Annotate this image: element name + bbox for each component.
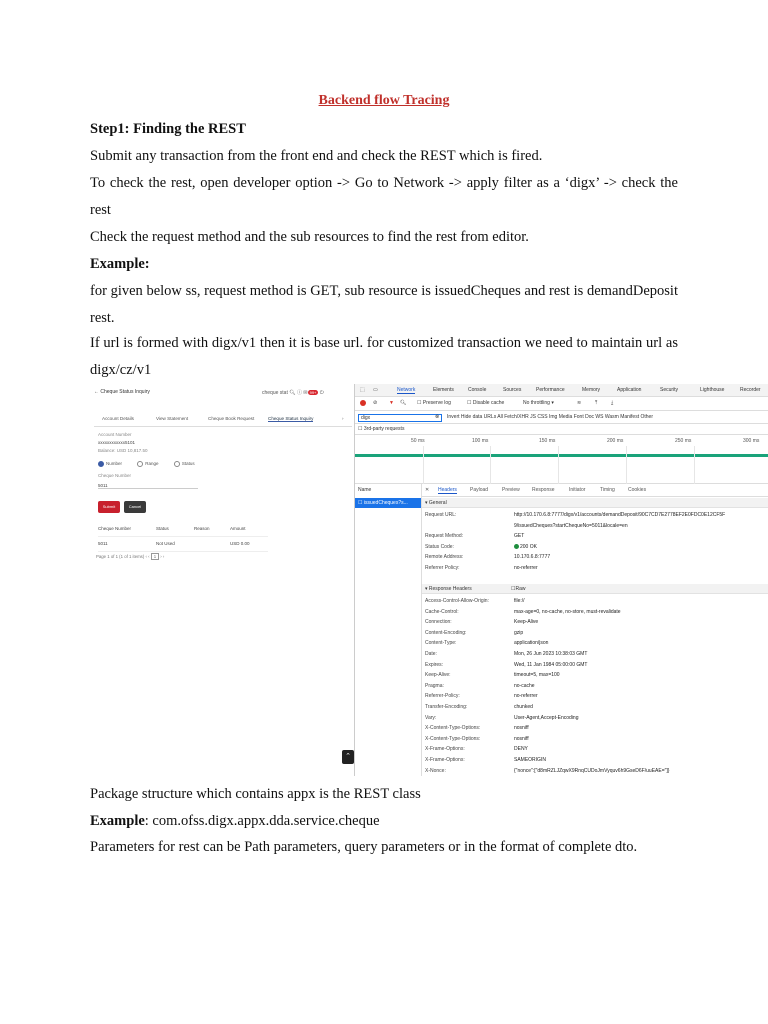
header-value: Keep-Alive — [514, 619, 539, 626]
radio-icon — [137, 461, 143, 467]
header-value: timeout=5, max=100 — [514, 672, 560, 679]
timeline-tick: 200 ms — [607, 438, 624, 444]
step1-heading: Step1: Finding the REST — [90, 121, 246, 137]
header-key: Date: — [425, 651, 437, 657]
paragraph-parameters: Parameters for rest can be Path parameters, query parameters or in the format of complete dto. — [90, 839, 638, 855]
account-number-label: Account Number — [98, 432, 132, 437]
details-tabs — [422, 484, 768, 497]
tab-sources[interactable]: Sources — [503, 387, 522, 393]
response-header-row — [425, 693, 768, 704]
column-header[interactable]: Reason — [194, 526, 210, 531]
notification-badge: 99+ — [309, 390, 317, 395]
table-cell: Not Used — [156, 541, 175, 546]
header-key: Vary: — [425, 714, 437, 721]
header-value: User-Agent,Accept-Encoding — [514, 714, 579, 721]
tab-account-details[interactable]: Account Details — [102, 416, 134, 421]
timeline-gridline — [626, 446, 627, 484]
tab-headers[interactable]: Headers — [438, 487, 457, 493]
radio-status[interactable] — [174, 461, 195, 466]
response-header-row — [425, 630, 768, 641]
header-key: X-Frame-Options: — [425, 746, 465, 753]
tab-lighthouse[interactable]: Lighthouse — [700, 387, 725, 393]
tab-payload[interactable]: Payload — [470, 487, 489, 493]
paragraph-check-rest: To check the rest, open developer option -> Go to Network -> apply filter as a ‘digx’ -> check the rest — [90, 175, 678, 218]
general-row — [425, 533, 768, 544]
radio-number[interactable] — [98, 461, 122, 466]
search-type-radios — [98, 461, 209, 467]
search-icon[interactable]: 🔍︎ — [400, 400, 407, 406]
timeline-tick: 250 ms — [675, 438, 692, 444]
header-key: Pragma: — [425, 682, 444, 689]
timeline-tick: 300 ms — [743, 438, 760, 444]
header-key: X-Content-Type-Options: — [425, 725, 481, 732]
record-icon[interactable] — [360, 400, 366, 406]
example-package-value: : com.ofss.digx.appx.dda.service.cheque — [144, 813, 380, 829]
table-cell: USD 0.00 — [230, 541, 250, 546]
disable-cache-label: Disable cache — [472, 400, 505, 406]
header-value: SAMEORIGIN — [514, 757, 546, 763]
inspect-icon[interactable]: ⬚ — [360, 387, 365, 393]
header-value: chunked — [514, 704, 533, 710]
cancel-button[interactable]: Cancel — [124, 501, 146, 513]
header-key: Keep-Alive: — [425, 672, 451, 679]
radio-number-label: Number — [106, 461, 123, 467]
request-row-selected[interactable]: ☐ issuedCheques?s... — [355, 498, 421, 508]
response-header-row — [425, 746, 768, 757]
response-header-row — [425, 598, 768, 609]
example-label: Example — [90, 813, 145, 829]
status-code-text: 200 OK — [520, 543, 537, 550]
header-key: X-Frame-Options: — [425, 757, 465, 763]
table-header-row — [98, 522, 268, 537]
general-row — [425, 544, 768, 555]
header-value: no-referrer — [514, 693, 538, 700]
header-key: Referrer-Policy: — [425, 693, 460, 700]
name-column-header[interactable]: Name — [358, 487, 372, 493]
header-key: Transfer-Encoding: — [425, 704, 468, 710]
header-value: http://10.170.6.8:7777/digx/v1/accounts/demandDeposit/90C7CD7E2778EF2E0FDC0E12CF5F — [514, 512, 726, 518]
paragraph-package: Package structure which contains appx is the REST class — [90, 786, 421, 802]
header-value: gzip — [514, 629, 524, 636]
timeline-gridline — [694, 446, 695, 484]
raw-label: Raw — [515, 586, 526, 592]
device-icon[interactable]: ▭ — [373, 387, 378, 393]
column-header[interactable]: Cheque Number — [98, 526, 132, 531]
general-row — [425, 565, 768, 576]
header-key: Access-Control-Allow-Origin: — [425, 598, 489, 604]
response-headers-section[interactable]: ▾ Response Headers ☐Raw — [422, 584, 768, 594]
header-value — [514, 544, 537, 550]
tab-performance[interactable]: Performance — [536, 387, 565, 393]
header-value: max-age=0, no-cache, no-store, must-revalidate — [514, 608, 621, 615]
tab-cheque-book-request[interactable]: Cheque Book Request — [208, 416, 255, 421]
third-party-label: 3rd-party requests — [363, 426, 405, 432]
app-back-title[interactable]: ← Cheque Status Inquiry — [94, 389, 150, 395]
third-party-checkbox[interactable]: ☐ 3rd-party requests — [358, 426, 405, 432]
power-icon[interactable]: ⏻ — [319, 390, 324, 396]
cheque-number-input[interactable]: 5011 — [98, 483, 198, 489]
pager-current-page[interactable]: 1 — [151, 553, 159, 560]
header-key: Content-Type: — [425, 640, 457, 647]
cheque-number-label: Cheque Number — [98, 473, 132, 478]
filter-input[interactable]: digx — [358, 414, 442, 422]
header-value: no-referrer — [514, 565, 538, 571]
radio-status-label: Status — [181, 461, 195, 467]
header-key: Content-Encoding: — [425, 629, 467, 636]
throttling-value: No throttling — [523, 400, 550, 406]
filter-options[interactable]: Invert Hide data URLs All Fetch/XHR JS CSS Img Media Font Doc WS Wasm Manifest Other — [447, 414, 653, 420]
submit-button[interactable]: Submit — [98, 501, 120, 513]
header-value: 10.170.6.8:7777 — [514, 554, 551, 561]
app-header-tools — [262, 389, 324, 396]
paragraph-submit: Submit any transaction from the front end and check the REST which is fired. — [90, 148, 543, 164]
response-header-row — [425, 736, 768, 747]
wifi-icon[interactable]: ≋ — [577, 400, 582, 406]
header-key: Connection: — [425, 619, 452, 626]
filter-bar — [355, 411, 768, 424]
tab-security[interactable]: Security — [660, 387, 679, 393]
header-value: nosniff — [514, 725, 529, 732]
timeline-tick: 150 ms — [539, 438, 556, 444]
chevron-right-icon[interactable]: › — [342, 416, 344, 421]
response-header-row — [425, 683, 768, 694]
app-tabs — [94, 414, 352, 427]
radio-icon — [174, 461, 180, 467]
timeline-gridline — [490, 446, 491, 484]
preserve-log-checkbox[interactable]: ☐ Preserve log — [417, 400, 451, 406]
example-heading: Example: — [90, 256, 150, 272]
upload-icon[interactable]: ⤒ — [595, 400, 598, 406]
response-header-row — [425, 768, 768, 776]
request-details — [422, 484, 768, 776]
clear-icon[interactable]: ⊘ — [373, 400, 378, 406]
scroll-top-button[interactable]: ⌃ — [342, 750, 354, 764]
tab-console[interactable]: Console — [468, 387, 487, 393]
header-key: X-Nonce: — [425, 767, 446, 774]
timeline-tick: 50 ms — [411, 438, 425, 444]
header-value: nosniff — [514, 735, 529, 742]
cheque-table — [98, 522, 268, 552]
timeline-tick: 100 ms — [472, 438, 489, 444]
tab-memory[interactable]: Memory — [582, 387, 601, 393]
tab-response[interactable]: Response — [532, 487, 555, 493]
header-value: GET — [514, 533, 525, 540]
response-headers-label: Response Headers — [428, 586, 472, 592]
header-key: X-Content-Type-Options: — [425, 735, 481, 742]
filter-icon[interactable]: ▼ — [389, 400, 394, 406]
header-key: Request URL: — [425, 512, 457, 518]
paragraph-base-url: If url is formed with digx/v1 then it is base url. for customized transaction we need to maintain url as digx/cz/v1 — [90, 335, 678, 378]
header-key: Request Method: — [425, 533, 464, 540]
response-header-row — [425, 704, 768, 715]
embedded-screenshot — [90, 384, 768, 776]
timeline-gridline — [423, 446, 424, 484]
header-key: Remote Address: — [425, 554, 464, 561]
tab-application[interactable]: Application — [617, 387, 642, 393]
header-value: application/json — [514, 640, 549, 647]
tab-timing[interactable]: Timing — [600, 487, 615, 493]
column-header[interactable]: Amount — [230, 526, 246, 531]
pager-text[interactable]: Page 1 of 1 (1 of 1 items) ‹ ‹ — [96, 554, 150, 559]
column-header[interactable]: Status — [156, 526, 169, 531]
radio-selected-icon — [98, 461, 104, 467]
response-header-row — [425, 651, 768, 662]
header-value: 9/issuedCheques?startChequeNo=5011&locale=en — [514, 522, 628, 529]
pager-next[interactable]: › › — [160, 554, 165, 559]
header-value: {"nonce":["d8mRZLJZqwX9RnqCUDoJmVyquv6h9GseD6F/uuEAE="]} — [514, 767, 670, 774]
response-header-row — [425, 640, 768, 651]
header-value: file:// — [514, 598, 525, 604]
app-panel — [90, 384, 352, 776]
throttling-select[interactable]: No throttling ▾ — [523, 400, 554, 406]
paragraph-request-method: Check the request method and the sub resources to find the rest from editor. — [90, 229, 529, 245]
timeline-bar — [355, 454, 768, 457]
header-value: Wed, 11 Jan 1984 05:00:00 GMT — [514, 661, 588, 668]
paragraph-example-package — [90, 808, 678, 835]
download-icon[interactable]: ⤓ — [611, 400, 614, 406]
tab-cheque-status-inquiry[interactable]: Cheque Status Inquiry — [268, 416, 314, 421]
tab-initiator[interactable]: Initiator — [569, 487, 586, 493]
radio-range[interactable] — [137, 461, 158, 466]
devtools-tabbar — [355, 384, 768, 397]
tab-view-statement[interactable]: View Statement — [156, 416, 189, 421]
header-key: Referrer Policy: — [425, 565, 460, 571]
response-header-row — [425, 619, 768, 630]
header-key: Cache-Control: — [425, 608, 459, 615]
search-text[interactable]: cheque stat — [262, 390, 288, 396]
response-header-row — [425, 672, 768, 683]
header-key: Expires: — [425, 661, 444, 668]
header-value: no-cache — [514, 682, 535, 689]
general-row — [425, 512, 768, 523]
table-row[interactable] — [98, 537, 268, 552]
devtools-panel — [354, 384, 768, 776]
tab-recorder[interactable]: Recorder — [740, 387, 761, 393]
raw-checkbox[interactable]: ☐Raw — [511, 586, 526, 592]
request-name: issuedCheques?s... — [363, 500, 408, 506]
general-section[interactable]: ▾ General — [422, 498, 768, 508]
search-icon[interactable]: 🔍︎ — [289, 390, 296, 396]
network-toolbar — [355, 397, 768, 411]
general-label: General — [428, 500, 447, 506]
response-header-row — [425, 609, 768, 620]
close-icon[interactable]: ✕ — [425, 487, 430, 493]
disable-cache-checkbox[interactable]: ☐ Disable cache — [467, 400, 505, 406]
radio-range-label: Range — [145, 461, 159, 467]
tab-cookies[interactable]: Cookies — [628, 487, 647, 493]
account-number-value[interactable]: xxxxxxxxxxxx5101 — [98, 440, 136, 445]
response-header-row — [425, 757, 768, 768]
response-header-row — [425, 725, 768, 736]
header-key: Status Code: — [425, 543, 454, 550]
mail-icon[interactable]: ✉ — [303, 390, 308, 396]
filter-clear-icon[interactable]: ⊗ — [435, 414, 440, 420]
general-row — [425, 523, 768, 534]
pagination — [96, 553, 164, 560]
help-icon[interactable]: ⓘ — [297, 390, 303, 396]
header-value: DENY — [514, 746, 528, 753]
timeline-gridline — [558, 446, 559, 484]
status-ok-icon — [514, 544, 519, 549]
general-row — [425, 554, 768, 565]
response-header-row — [425, 662, 768, 673]
header-value: Mon, 26 Jun 2023 10:38:03 GMT — [514, 651, 588, 657]
paragraph-example: for given below ss, request method is GET, sub resource is issuedCheques and rest is demandDeposit rest. — [90, 283, 678, 326]
response-header-row — [425, 715, 768, 726]
tab-preview[interactable]: Preview — [502, 487, 520, 493]
preserve-log-label: Preserve log — [422, 400, 451, 406]
balance-text: Balance: USD 10,817.50 — [98, 448, 148, 453]
tab-network[interactable]: Network — [397, 387, 416, 393]
page-title: Backend flow Tracing — [318, 93, 450, 108]
third-party-bar — [355, 424, 768, 435]
tab-elements[interactable]: Elements — [433, 387, 454, 393]
request-list — [355, 484, 422, 776]
table-cell: 5011 — [98, 541, 108, 546]
